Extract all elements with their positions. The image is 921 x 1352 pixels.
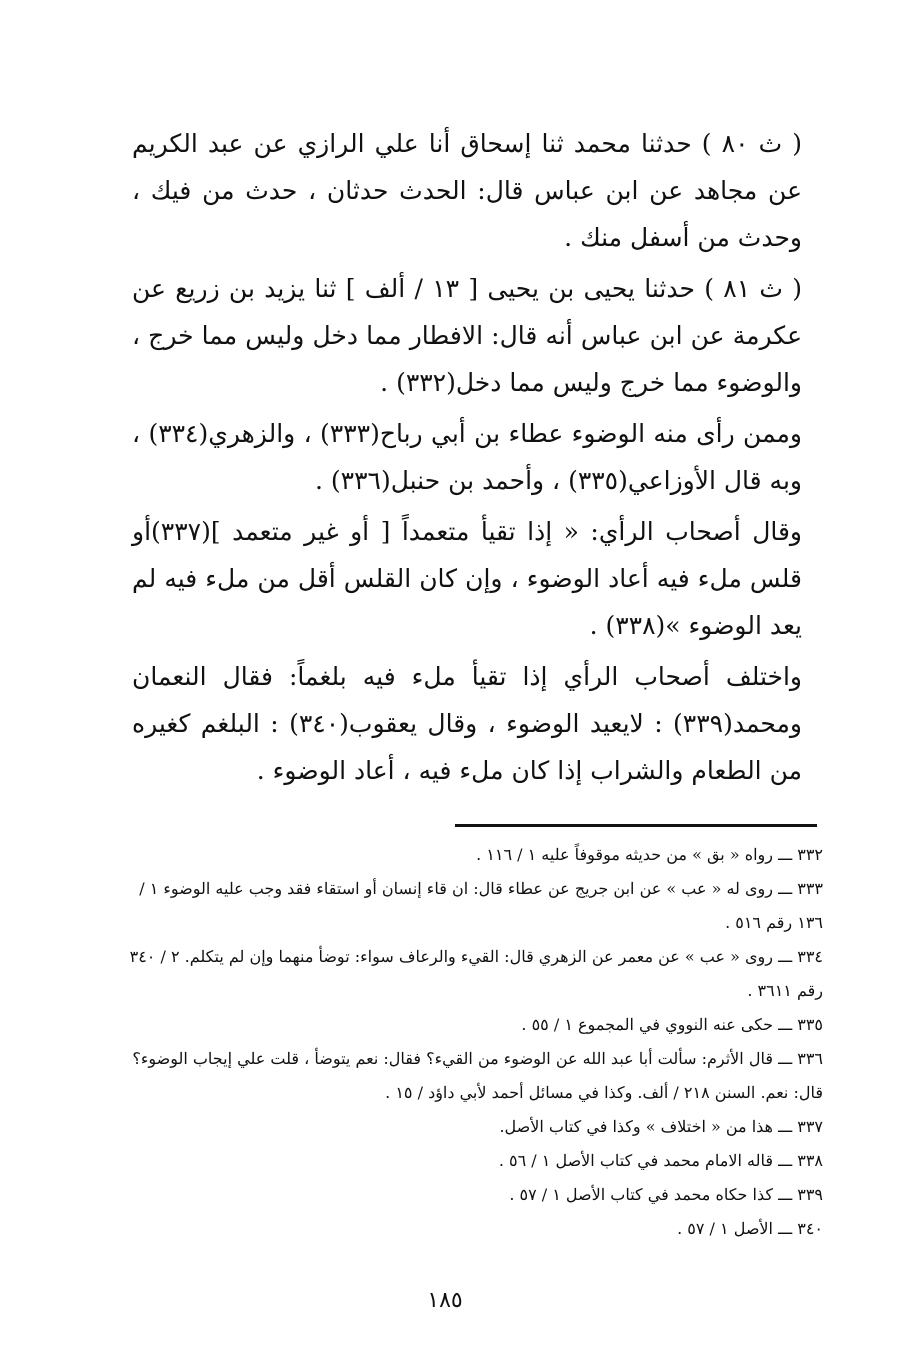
- footnote-340: ٣٤٠ ـــ الأصل ١ / ٥٧ .: [677, 1219, 823, 1238]
- paragraph-athar-81: ( ث ٨١ ) حدثنا يحيى بن يحيى [ ١٣ / ألف ] ثنا يزيد بن زريع عن عكرمة عن ابن عباس أنه قال: الافطار مما دخل وليس مما خرج ، والوضوء مما خرج وليس مما دخل(٣٣٢) .: [132, 274, 802, 397]
- footnote-338: ٣٣٨ ـــ قاله الامام محمد في كتاب الأصل ١ / ٥٦ .: [498, 1151, 823, 1170]
- footnote-336: ٣٣٦ ـــ قال الأثرم: سألت أبا عبد الله عن الوضوء من القيء؟ فقال: نعم يتوضأ ، قلت علي إيجاب الوضوء؟ قال: نعم. السنن ٢١٨ / ألف. وكذا في مسائل أحمد لأبي داؤد / ١٥ .: [132, 1049, 823, 1102]
- footnotes: [118, 838, 823, 1246]
- footnote-333: ٣٣٣ ـــ روى له « عب » عن ابن جريج عن عطاء قال: ان قاء إنسان أو استقاء فقد وجب عليه الوضوء ١ / ١٣٦ رقم ٥١٦ .: [139, 879, 823, 932]
- footnote-332: ٣٣٢ ـــ رواه « بق » من حديثه موقوفاً عليه ١ / ١١٦ .: [476, 845, 823, 864]
- paragraph-athar-80: ( ث ٨٠ ) حدثنا محمد ثنا إسحاق أنا علي الرازي عن عبد الكريم عن مجاهد عن ابن عباس قال: الحدث حدثان ، حدث من فيك ، وحدث من أسفل منك .: [132, 129, 802, 252]
- footnote-339: ٣٣٩ ـــ كذا حكاه محمد في كتاب الأصل ١ / ٥٧ .: [509, 1185, 823, 1204]
- paragraph-opinions: وممن رأى منه الوضوء عطاء بن أبي رباح(٣٣٣) ، والزهري(٣٣٤) ، وبه قال الأوزاعي(٣٣٥) ، وأحمد بن حنبل(٣٣٦) .: [132, 419, 802, 495]
- footnote-335: ٣٣٥ ـــ حكى عنه النووي في المجموع ١ / ٥٥ .: [521, 1015, 823, 1034]
- main-text: [132, 120, 802, 798]
- page-number: ١٨٥: [427, 1288, 463, 1313]
- paragraph-ashab-al-ray: وقال أصحاب الرأي: « إذا تقيأ متعمداً [ أو غير متعمد ](٣٣٧)أو قلس ملء فيه أعاد الوضوء ، وإن كان القلس أقل من ملء فيه لم يعد الوضوء »(٣٣٨) .: [132, 517, 802, 640]
- footnote-337: ٣٣٧ ـــ هذا من « اختلاف » وكذا في كتاب الأصل.: [499, 1117, 823, 1136]
- paragraph-disagreement: واختلف أصحاب الرأي إذا تقيأ ملء فيه بلغماً: فقال النعمان ومحمد(٣٣٩) : لايعيد الوضوء ، وقال يعقوب(٣٤٠) : البلغم كغيره من الطعام والشراب إذا كان ملء فيه ، أعاد الوضوء .: [132, 662, 803, 785]
- footnote-334: ٣٣٤ ـــ روى « عب » عن معمر عن الزهري قال: القيء والرعاف سواء: توضأ منهما وإن لم يتكلم. ٢ / ٣٤٠ رقم ٣٦١١ .: [129, 947, 823, 1000]
- footnote-divider: [455, 824, 817, 827]
